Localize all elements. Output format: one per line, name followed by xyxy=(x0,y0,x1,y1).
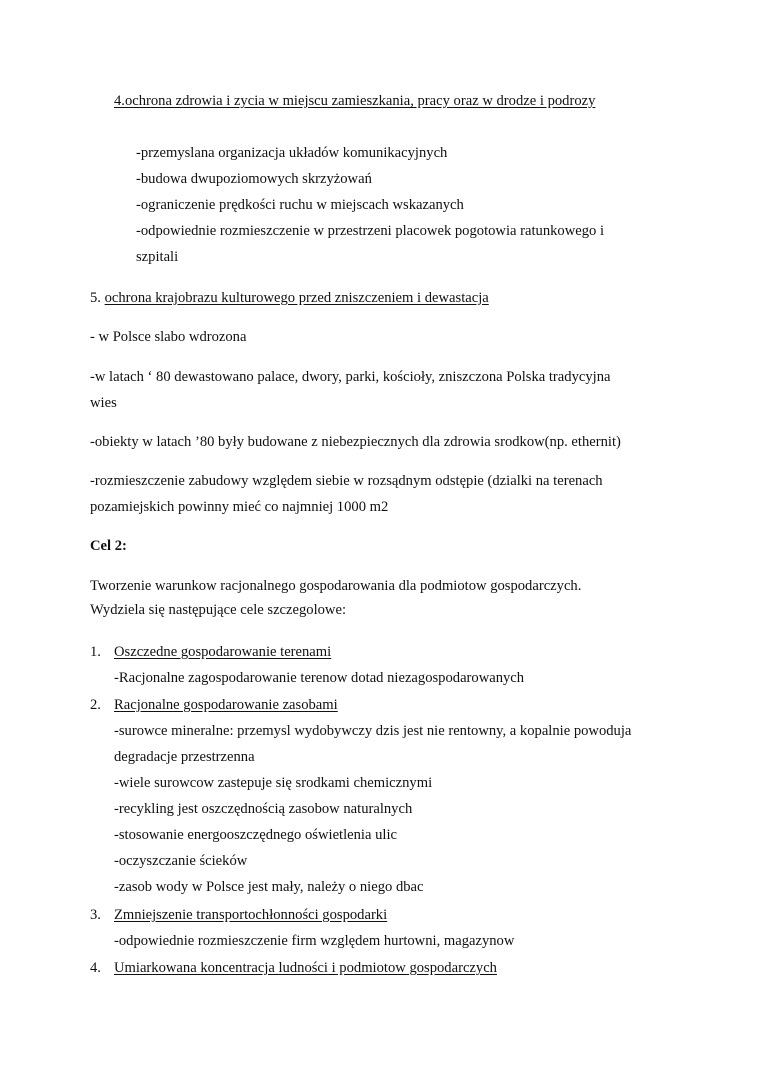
list-item-line: -recykling jest oszczędnością zasobow naturalnych xyxy=(114,801,413,817)
list-number: 4. xyxy=(90,960,101,976)
section-5-paragraph: pozamiejskich powinny mieć co najmniej 1000 m2 xyxy=(90,499,389,515)
list-number: 3. xyxy=(90,907,101,923)
section-5-paragraph: -obiekty w latach ’80 były budowane z niebezpiecznych dla zdrowia srodkow(np. ethernit) xyxy=(90,434,621,450)
section-5-heading: ochrona krajobrazu kulturowego przed zniszczeniem i dewastacja xyxy=(104,290,489,306)
section-4-item: szpitali xyxy=(136,249,179,265)
list-number: 2. xyxy=(90,697,101,713)
section-5-number: 5. xyxy=(90,290,101,306)
list-item-line: -oczyszczanie ścieków xyxy=(114,853,248,869)
section-5-paragraph: -w latach ‘ 80 dewastowano palace, dwory, parki, kościoły, zniszczona Polska tradycyjna xyxy=(90,369,611,385)
section-5-paragraph: wies xyxy=(90,395,117,411)
list-item-line: -zasob wody w Polsce jest mały, należy o niego dbac xyxy=(114,879,424,895)
section-5-heading-line xyxy=(90,289,489,307)
cel-2-heading: Cel 2: xyxy=(90,538,127,554)
section-4-item: -ograniczenie prędkości ruchu w miejscach wskazanych xyxy=(136,197,464,213)
list-item-line: -wiele surowcow zastepuje się srodkami chemicznymi xyxy=(114,775,433,791)
list-item-line: -stosowanie energooszczędnego oświetlenia ulic xyxy=(114,827,397,843)
cel-2-intro: Tworzenie warunkow racjonalnego gospodarowania dla podmiotow gospodarczych. xyxy=(90,578,582,594)
list-item-line: -odpowiednie rozmieszczenie firm względem hurtowni, magazynow xyxy=(114,933,515,949)
cel-2-intro: Wydziela się następujące cele szczegolowe: xyxy=(90,602,346,618)
list-item-title: Umiarkowana koncentracja ludności i podmiotow gospodarczych xyxy=(114,960,497,976)
section-5-paragraph: -rozmieszczenie zabudowy względem siebie w rozsądnym odstępie (dzialki na terenach xyxy=(90,473,603,489)
list-number: 1. xyxy=(90,644,101,660)
section-4-heading: 4.ochrona zdrowia i zycia w miejscu zamieszkania, pracy oraz w drodze i podrozy xyxy=(114,93,596,109)
section-5-paragraph: - w Polsce slabo wdrozona xyxy=(90,329,247,345)
section-4-item: -budowa dwupoziomowych skrzyżowań xyxy=(136,171,372,187)
list-item-line: degradacje przestrzenna xyxy=(114,749,255,765)
list-item-line: -Racjonalne zagospodarowanie terenow dotad niezagospodarowanych xyxy=(114,670,525,686)
section-4-item: -odpowiednie rozmieszczenie w przestrzeni placowek pogotowia ratunkowego i xyxy=(136,223,605,239)
list-item-line: -surowce mineralne: przemysl wydobywczy dzis jest nie rentowny, a kopalnie powoduja xyxy=(114,723,632,739)
list-item-title: Zmniejszenie transportochłonności gospodarki xyxy=(114,907,388,923)
list-item-title: Oszczedne gospodarowanie terenami xyxy=(114,644,332,660)
section-4-item: -przemyslana organizacja układów komunikacyjnych xyxy=(136,145,448,161)
list-item-title: Racjonalne gospodarowanie zasobami xyxy=(114,697,338,713)
